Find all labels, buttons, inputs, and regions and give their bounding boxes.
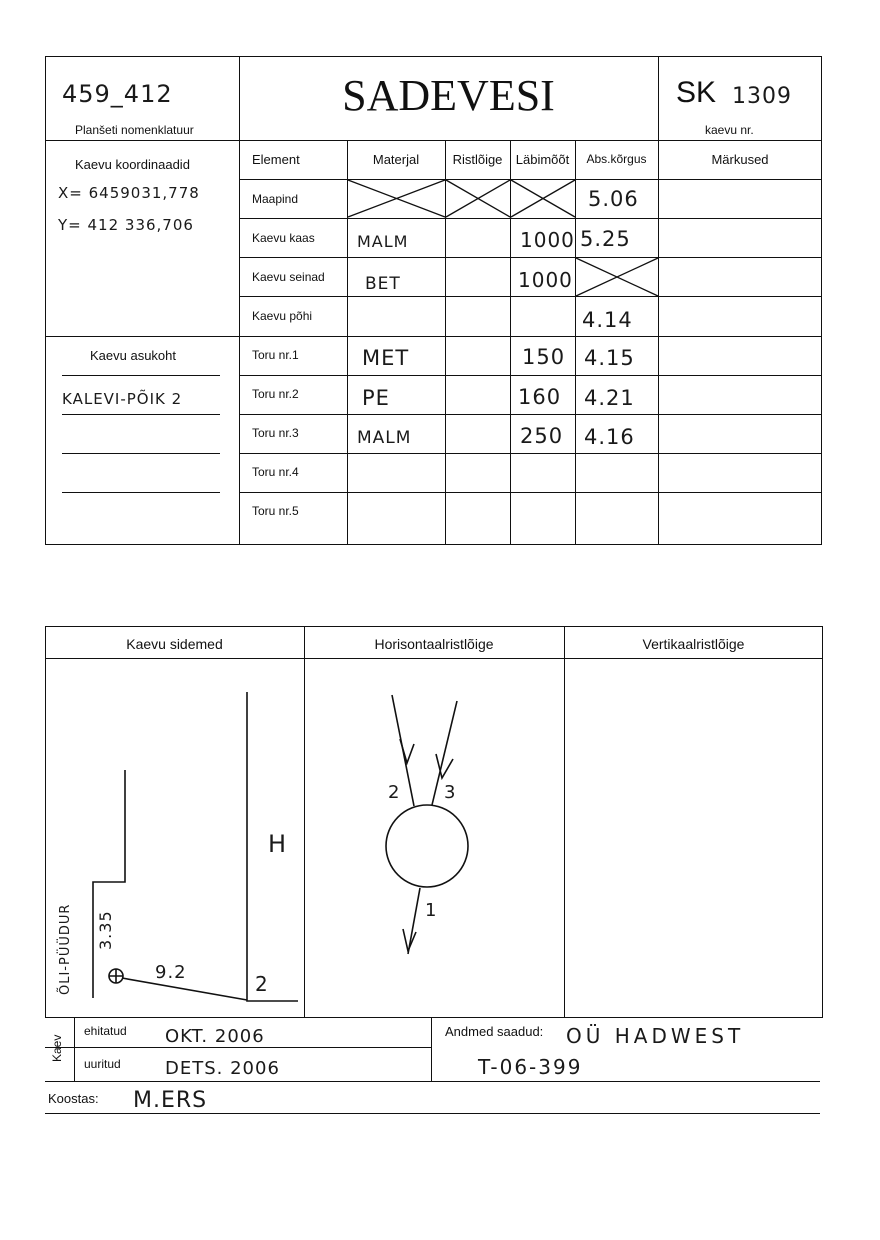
- header-abs-height: Abs.kõrgus: [586, 152, 647, 166]
- pipe-label: 3: [444, 782, 457, 803]
- row-element: Toru nr.4: [252, 465, 299, 479]
- row-element: Toru nr.1: [252, 348, 299, 362]
- row-material: MALM: [357, 232, 409, 251]
- well-number-label: kaevu nr.: [705, 123, 754, 137]
- author-label: Koostas:: [48, 1091, 99, 1106]
- row-element: Maapind: [252, 192, 299, 206]
- row-diameter: 1000: [518, 268, 573, 292]
- header-cross-section: Ristlõige: [452, 152, 503, 167]
- row-material: PE: [362, 386, 390, 410]
- footer-divider: [45, 1047, 431, 1048]
- header-material: Materjal: [372, 152, 420, 167]
- row-abs-height: 4.14: [582, 308, 633, 332]
- footer-divider: [74, 1018, 75, 1081]
- built-label: ehitatud: [84, 1024, 127, 1038]
- divider: [564, 626, 565, 1018]
- nomenclature-value: 459_412: [62, 80, 173, 108]
- row-element: Toru nr.3: [252, 426, 299, 440]
- row-abs-height: 4.21: [584, 386, 635, 410]
- row-abs-height: 5.25: [580, 227, 631, 251]
- row-element: Kaevu seinad: [252, 270, 325, 284]
- dim-label: 2: [255, 972, 269, 996]
- col-horizontal-title: Horisontaalristlõige: [374, 636, 494, 652]
- pipe-label: 2: [388, 782, 401, 803]
- footer-divider: [45, 1081, 820, 1082]
- row-material: MALM: [357, 428, 412, 448]
- row-diameter: 250: [520, 424, 564, 448]
- row-element: Kaevu kaas: [252, 231, 315, 245]
- location-value: KALEVI-PÕIK 2: [62, 390, 183, 408]
- row-abs-height: 5.06: [588, 187, 639, 211]
- built-value: OKT. 2006: [165, 1026, 265, 1047]
- location-label: Kaevu asukoht: [90, 348, 177, 363]
- row-abs-height: 4.16: [584, 425, 635, 449]
- row-material: BET: [365, 274, 401, 294]
- row-diameter: 160: [518, 385, 562, 409]
- coord-x: X= 6459031,778: [58, 184, 200, 202]
- building-label: ÕLI-PÜÜDUR: [58, 903, 73, 995]
- author-value: M.ERS: [133, 1088, 208, 1113]
- dim-label: 3.35: [96, 910, 115, 950]
- header-element: Element: [252, 152, 300, 167]
- row-diameter: 150: [522, 345, 566, 369]
- row-element: Toru nr.5: [252, 504, 299, 518]
- page-title: SADEVESI: [342, 71, 555, 120]
- col-vertical-title: Vertikaalristlõige: [642, 636, 745, 652]
- horizontal-section-sketch: [304, 658, 564, 1018]
- sk-prefix: SK: [676, 76, 717, 109]
- data-source-value: OÜ HADWEST: [566, 1024, 745, 1048]
- row-abs-height: 4.15: [584, 346, 635, 370]
- updated-label: uuritud: [84, 1057, 121, 1071]
- dim-label: 9.2: [155, 962, 187, 983]
- data-source-code: T-06-399: [478, 1055, 583, 1079]
- col-connections-title: Kaevu sidemed: [126, 636, 223, 652]
- nomenclature-label: Planšeti nomenklatuur: [75, 123, 194, 137]
- row-diameter: 1000: [520, 228, 575, 252]
- header-diameter: Läbimõõt: [515, 152, 570, 167]
- coord-y: Y= 412 336,706: [58, 216, 194, 234]
- footer-divider: [431, 1018, 432, 1081]
- header-notes: Märkused: [711, 152, 769, 167]
- footer-divider: [45, 1113, 820, 1114]
- row-material: MET: [362, 346, 410, 370]
- well-number: 1309: [732, 84, 792, 109]
- data-source-label: Andmed saadud:: [445, 1024, 544, 1039]
- updated-value: DETS. 2006: [165, 1058, 280, 1079]
- row-element: Kaevu põhi: [252, 309, 313, 323]
- crossed-cells: [0, 0, 880, 560]
- row-element: Toru nr.2: [252, 387, 299, 401]
- pipe-label: 1: [425, 900, 438, 921]
- footer-side-label: Kaev: [50, 1034, 64, 1062]
- dim-label: H: [268, 830, 288, 858]
- coords-label: Kaevu koordinaadid: [75, 157, 190, 172]
